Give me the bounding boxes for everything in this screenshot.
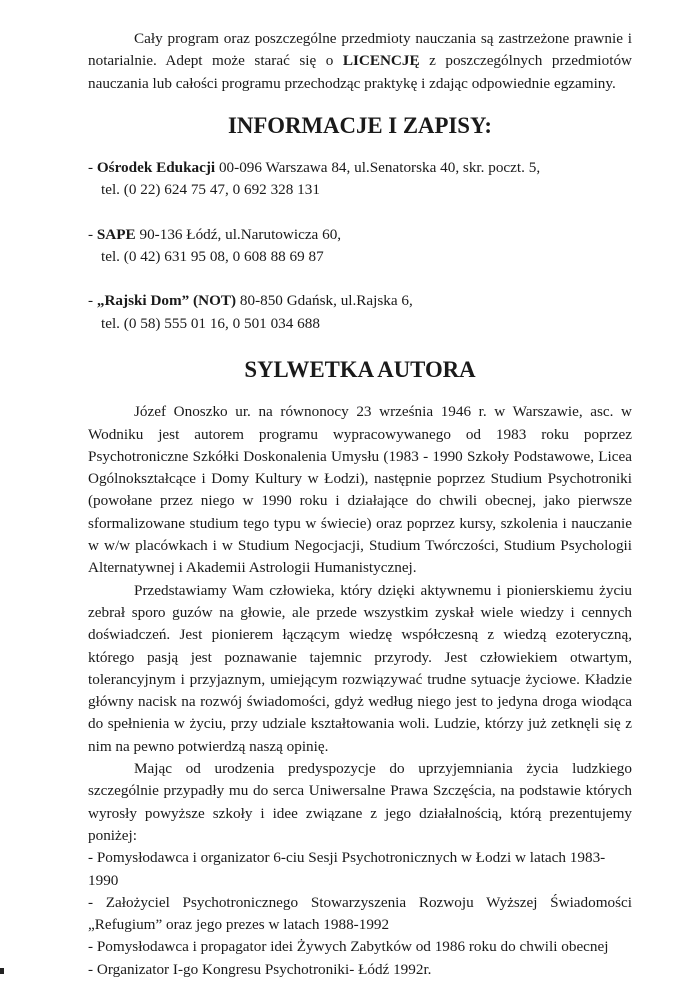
author-heading: SYLWETKA AUTORA bbox=[244, 356, 476, 382]
author-paragraph: Mając od urodzenia predyspozycje do uprzyjemniania życia ludzkiego szczególnie przypadły mu do serca Uniwersalne Prawa Szczęścia, na podstawie których wyrosły powyższe szkoły i idee związane z jego działalnością, którą prezentujemy poniżej: bbox=[88, 760, 632, 844]
contact-name: Ośrodek Edukacji bbox=[96, 159, 216, 177]
achievement-item: - Pomysłodawca i propagator idei Żywych Zabytków od 1986 roku do chwili obecnej bbox=[88, 938, 609, 956]
dash: - bbox=[88, 292, 97, 310]
contact-phone: tel. (0 58) 555 01 16, 0 501 034 688 bbox=[101, 314, 320, 332]
dash: - bbox=[88, 225, 97, 243]
author-paragraph: Józef Onoszko ur. na równonocy 23 września 1946 r. w Warszawie, asc. w Wodniku jest autorem programu wypracowywanego od 1983 roku poprzez Psychotroniczne Szkółki Doskonalenia Umysłu (1983 - 1990 Szkoły Podstawowe, Licea Ogólnokształcące i Domy Kultury w Łodzi), następnie poprzez Studium Psychotroniki (powołane przez niego w 1990 roku i działające do chwili obecnej, jako pierwsze sformalizowane studium tego typu w świecie) oraz poprzez kursy, szkolenia i nauczanie w w/w placówkach i w Studium Negocjacji, Studium Twórczości, Studium Psychologii Alternatywnej i Akademii Astrologii Humanistycznej. bbox=[88, 403, 632, 577]
licence-emphasis: LICENCJĘ bbox=[342, 52, 420, 70]
contact-entry bbox=[88, 290, 632, 335]
intro-paragraph bbox=[88, 28, 632, 95]
contact-address: 90-136 Łódź, ul.Narutowicza 60, bbox=[135, 225, 342, 243]
contact-name: „Rajski Dom” (NOT) bbox=[96, 292, 237, 310]
intro-text-end: z poszczególnych przedmiotów nauczania lub całości programu przechodząc praktykę i zdając odpowiednie egzaminy. bbox=[88, 52, 633, 92]
contact-address: 80-850 Gdańsk, ul.Rajska 6, bbox=[236, 292, 413, 310]
document-page bbox=[88, 28, 632, 981]
contact-name: SAPE bbox=[96, 225, 136, 243]
contact-phone: tel. (0 22) 624 75 47, 0 692 328 131 bbox=[101, 181, 320, 199]
author-paragraph: Przedstawiamy Wam człowieka, który dzięki aktywnemu i pionierskiemu życiu zebrał sporo guzów na głowie, ale przede wszystkim zyskał wiele wiedzy i cennych doświadczeń. Jest pionierem łączącym wiedzę współczesną z wiedzą ezoteryczną, którego pasją jest poznawanie tajemnic przyrody. Jest człowiekiem otwartym, tolerancyjnym i przyjaznym, umiejącym rozwiązywać trudne sytuacje życiowe. Kładzie główny nacisk na rozwój świadomości, gdyż według niego jest to jedyna droga wiodąca do spełnienia w życiu, przy udziale kształtowania woli. Ludzie, którzy już zetknęli się z nim na pewno potwierdzą naszą opinię. bbox=[88, 581, 632, 755]
contact-phone: tel. (0 42) 631 95 08, 0 608 88 69 87 bbox=[101, 248, 324, 266]
dash: - bbox=[88, 159, 97, 177]
contact-entry bbox=[88, 157, 632, 202]
achievement-item: - Pomysłodawca i organizator 6-ciu Sesji Psychotronicznych w Łodzi w latach 1983-1990 bbox=[88, 849, 606, 889]
contact-address: 00-096 Warszawa 84, ul.Senatorska 40, skr. poczt. 5, bbox=[215, 159, 541, 177]
info-heading: INFORMACJE I ZAPISY: bbox=[228, 112, 492, 138]
achievement-item: - Założyciel Psychotronicznego Stowarzyszenia Rozwoju Wyższej Świadomości „Refugium” oraz jego prezes w latach 1988-1992 bbox=[88, 893, 632, 934]
achievement-item: - Organizator I-go Kongresu Psychotroniki- Łódź 1992r. bbox=[88, 960, 432, 978]
intro-text: Cały program oraz poszczególne przedmioty nauczania są zastrzeżone prawnie i notarialnie. Adept może starać się o bbox=[88, 30, 632, 70]
scan-mark bbox=[0, 968, 4, 974]
contact-entry bbox=[88, 224, 632, 269]
